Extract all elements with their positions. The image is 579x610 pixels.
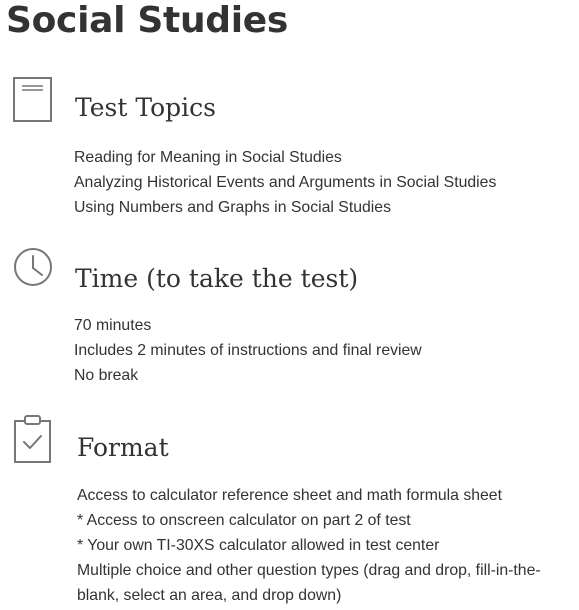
- page-title: Social Studies: [6, 0, 289, 41]
- list-item: * Access to onscreen calculator on part 2 of test: [77, 512, 411, 529]
- format-list: [77, 483, 575, 608]
- list-item: Includes 2 minutes of instructions and final review: [74, 342, 422, 359]
- list-item: Access to calculator reference sheet and math formula sheet: [77, 487, 502, 504]
- test-topics-list: [74, 145, 574, 220]
- clipboard-check-icon: [12, 413, 54, 465]
- list-item: Reading for Meaning in Social Studies: [74, 149, 342, 166]
- list-item: 70 minutes: [74, 317, 152, 334]
- section-heading-format: Format: [77, 433, 169, 462]
- section-heading-time: Time (to take the test): [75, 264, 359, 293]
- list-item: No break: [74, 367, 139, 384]
- list-item: * Your own TI-30XS calculator allowed in test center: [77, 537, 440, 554]
- clock-icon: [12, 246, 54, 288]
- list-item: Using Numbers and Graphs in Social Studies: [74, 199, 391, 216]
- time-list: [74, 313, 574, 388]
- list-item: Analyzing Historical Events and Arguments in Social Studies: [74, 174, 497, 191]
- document-icon: [12, 76, 54, 124]
- section-heading-test-topics: Test Topics: [75, 93, 216, 122]
- list-item: Multiple choice and other question types (drag and drop, fill-in-the-blank, select an area, and drop down): [77, 562, 541, 604]
